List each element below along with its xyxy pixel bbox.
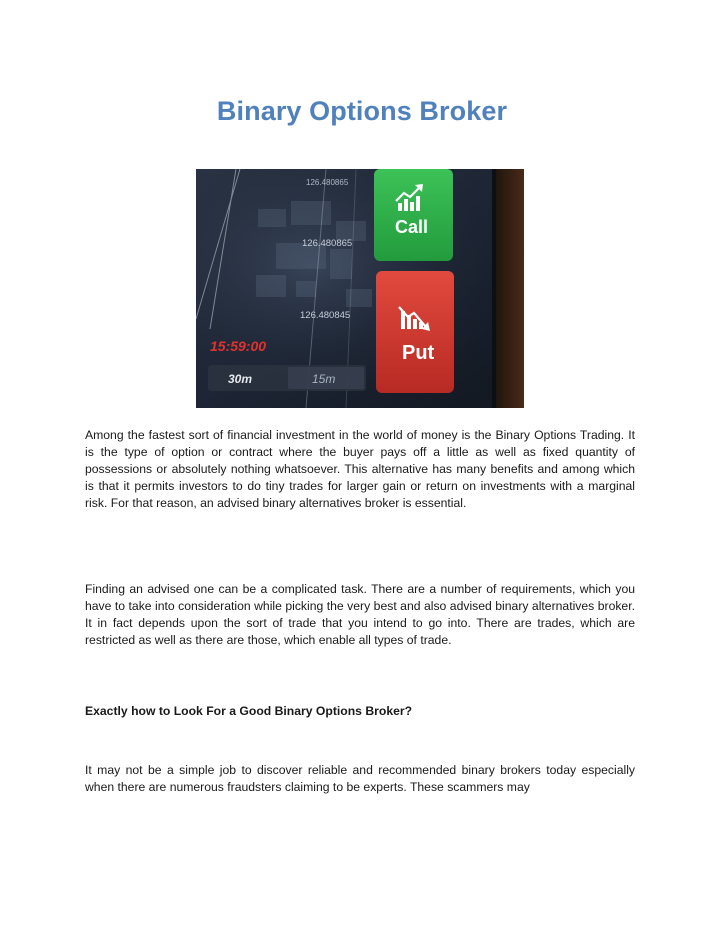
put-label: Put [402, 342, 435, 364]
duration-selector[interactable] [208, 365, 366, 391]
section-heading: Exactly how to Look For a Good Binary Options Broker? [85, 704, 413, 718]
price-label: 126.480845 [300, 310, 351, 321]
duration-30m[interactable]: 30m [228, 372, 253, 386]
price-label: 126.480865 [302, 238, 353, 249]
paragraph-1: Among the fastest sort of financial investment in the world of money is the Binary Options Trading. It is the type of option or contract where the buyer pays off a little as well as fixed quantity of possessions or absolutely nothing whatsoever. This alternative has many benefits and among which is that it permits investors to do tiny trades for larger gain or return on investments with a marginal risk. For that reason, an advised binary alternatives broker is essential. [85, 428, 635, 511]
paragraph-2: Finding an advised one can be a complicated task. There are a number of requirements, which you have to take into consideration while picking the very best and also advised binary alternatives broker. It in fact depends upon the sort of trade that you intend to go into. There are trades, which are restricted as well as there are those, which enable all types of trade. [85, 582, 635, 648]
hero-image [196, 169, 524, 408]
countdown-timer: 15:59:00 [210, 338, 267, 354]
paragraph-3: It may not be a simple job to discover reliable and recommended binary brokers today especially when there are numerous fraudsters claiming to be experts. These scammers may [85, 763, 635, 795]
duration-15m[interactable]: 15m [312, 372, 336, 386]
price-label: 126.480865 [306, 178, 349, 187]
call-button[interactable] [374, 169, 453, 261]
call-label: Call [395, 217, 429, 237]
page-title: Binary Options Broker [216, 96, 508, 126]
put-button[interactable] [376, 271, 454, 393]
